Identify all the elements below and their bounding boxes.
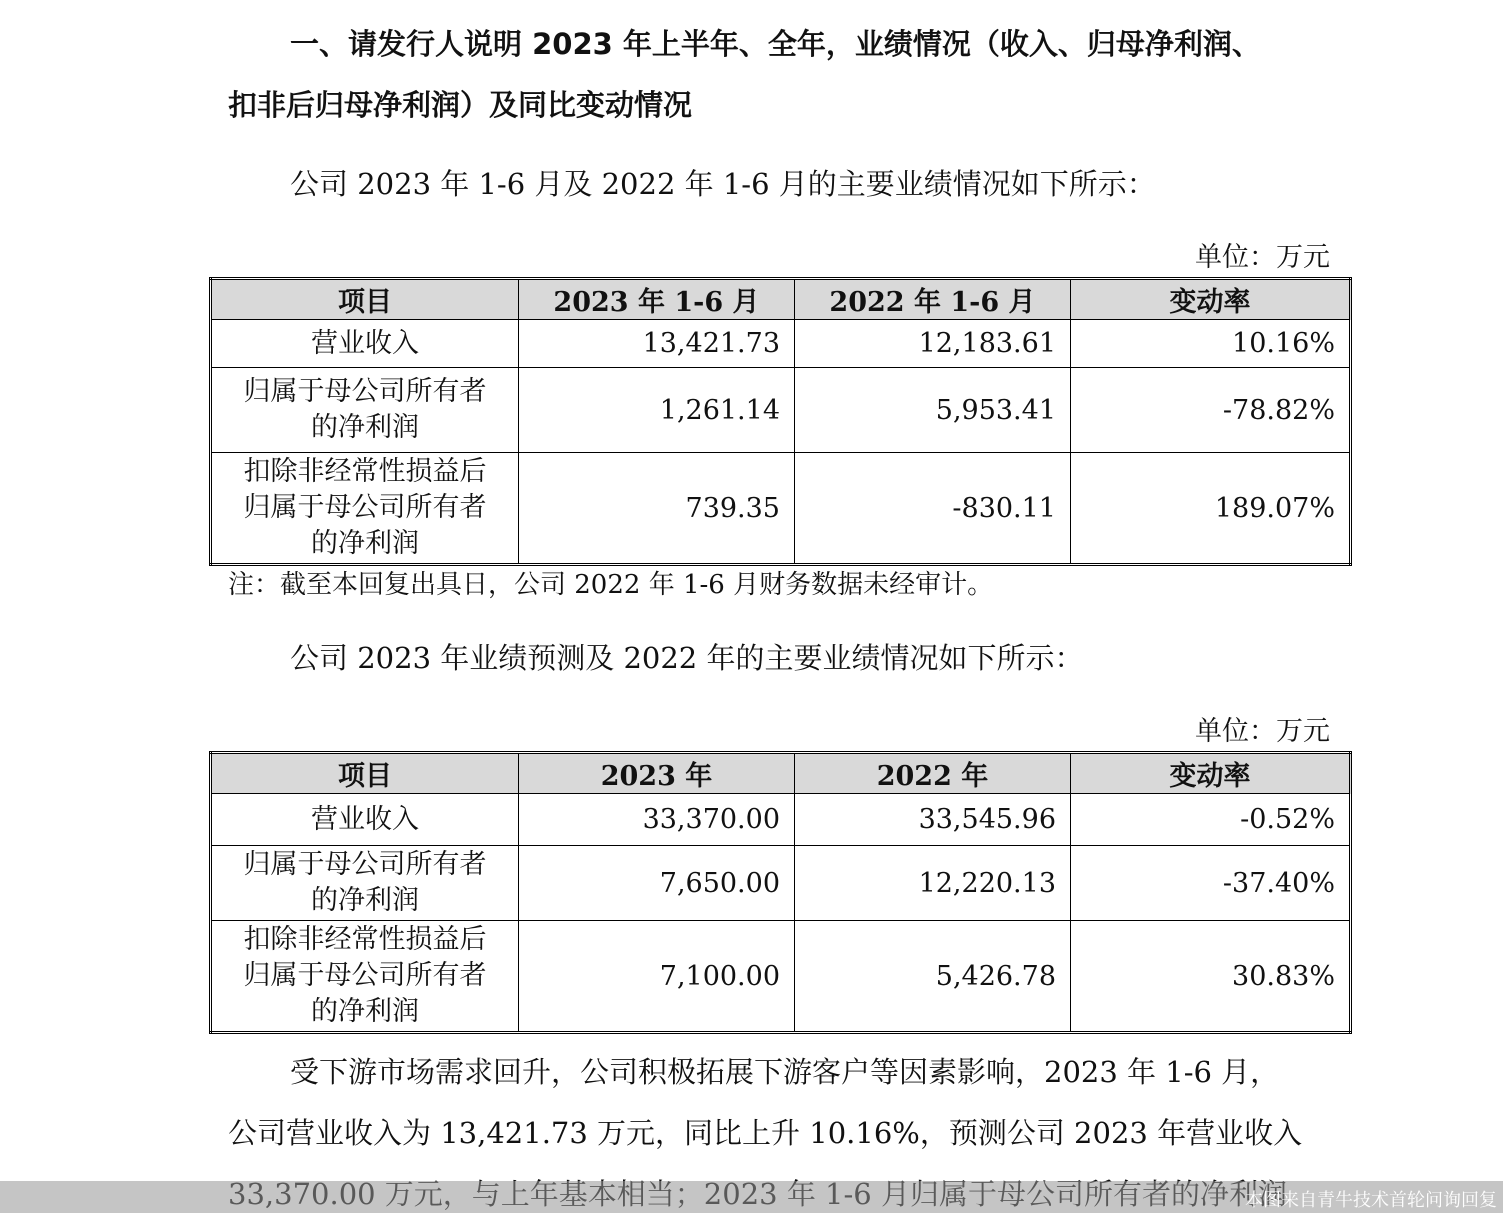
table-row [211, 320, 1351, 368]
header-2022: 2022 年 [795, 753, 1071, 794]
value-current: 13,421.73 [519, 320, 795, 368]
row-label [211, 846, 519, 921]
table-row [211, 368, 1351, 453]
row-label: 营业收入 [211, 320, 519, 368]
table-header-row [211, 279, 1351, 320]
table-row [211, 794, 1351, 846]
row-label: 营业收入 [211, 794, 519, 846]
unit-label-2: 单位：万元 [1195, 716, 1330, 747]
row-label-line: 的净利润 [311, 885, 419, 916]
header-change-rate: 变动率 [1071, 753, 1351, 794]
value-change-rate: -78.82% [1071, 368, 1351, 453]
watermark-text: 本图来自青牛技术首轮问询回复 [1245, 1190, 1497, 1211]
value-change-rate: 10.16% [1071, 320, 1351, 368]
table-row [211, 453, 1351, 565]
table-header-row [211, 753, 1351, 794]
header-item: 项目 [211, 753, 519, 794]
performance-table-annual [209, 751, 1352, 1034]
intro-paragraph-1: 公司 2023 年 1-6 月及 2022 年 1-6 月的主要业绩情况如下所示： [290, 167, 1156, 201]
performance-table-h1 [209, 277, 1352, 566]
row-label-line: 的净利润 [311, 412, 419, 443]
row-label [211, 368, 519, 453]
header-2023: 2023 年 [519, 753, 795, 794]
row-label-line: 扣除非经常性损益后 [243, 924, 487, 955]
row-label-line: 归属于母公司所有者 [243, 849, 487, 880]
value-prior: 5,426.78 [795, 921, 1071, 1033]
value-change-rate: -37.40% [1071, 846, 1351, 921]
header-change-rate: 变动率 [1071, 279, 1351, 320]
header-2022h1: 2022 年 1-6 月 [795, 279, 1071, 320]
table-row [211, 846, 1351, 921]
intro-paragraph-2: 公司 2023 年业绩预测及 2022 年的主要业绩情况如下所示： [290, 641, 1084, 675]
value-prior: 5,953.41 [795, 368, 1071, 453]
row-label [211, 921, 519, 1033]
table-row [211, 921, 1351, 1033]
row-label-line: 的净利润 [311, 996, 419, 1027]
heading-line-2: 扣非后归母净利润）及同比变动情况 [228, 88, 693, 122]
value-prior: 33,545.96 [795, 794, 1071, 846]
row-label-line: 归属于母公司所有者 [243, 492, 487, 523]
value-current: 33,370.00 [519, 794, 795, 846]
value-current: 7,100.00 [519, 921, 795, 1033]
body-line-1: 受下游市场需求回升，公司积极拓展下游客户等因素影响，2023 年 1-6 月， [290, 1055, 1280, 1089]
value-prior: -830.11 [795, 453, 1071, 565]
header-item: 项目 [211, 279, 519, 320]
value-current: 1,261.14 [519, 368, 795, 453]
row-label-line: 归属于母公司所有者 [243, 376, 487, 407]
body-line-2: 公司营业收入为 13,421.73 万元，同比上升 10.16%，预测公司 2023 年营业收入 [228, 1116, 1303, 1150]
row-label-line: 的净利润 [311, 528, 419, 559]
value-current: 739.35 [519, 453, 795, 565]
value-change-rate: 189.07% [1071, 453, 1351, 565]
row-label [211, 453, 519, 565]
heading-line-1: 一、请发行人说明 2023 年上半年、全年，业绩情况（收入、归母净利润、 [290, 27, 1261, 61]
value-change-rate: 30.83% [1071, 921, 1351, 1033]
value-prior: 12,183.61 [795, 320, 1071, 368]
value-prior: 12,220.13 [795, 846, 1071, 921]
header-2023h1: 2023 年 1-6 月 [519, 279, 795, 320]
table-note: 注：截至本回复出具日，公司 2022 年 1-6 月财务数据未经审计。 [228, 570, 994, 600]
row-label-line: 归属于母公司所有者 [243, 960, 487, 991]
value-current: 7,650.00 [519, 846, 795, 921]
value-change-rate: -0.52% [1071, 794, 1351, 846]
row-label-line: 扣除非经常性损益后 [243, 456, 487, 487]
unit-label-1: 单位：万元 [1195, 242, 1330, 273]
